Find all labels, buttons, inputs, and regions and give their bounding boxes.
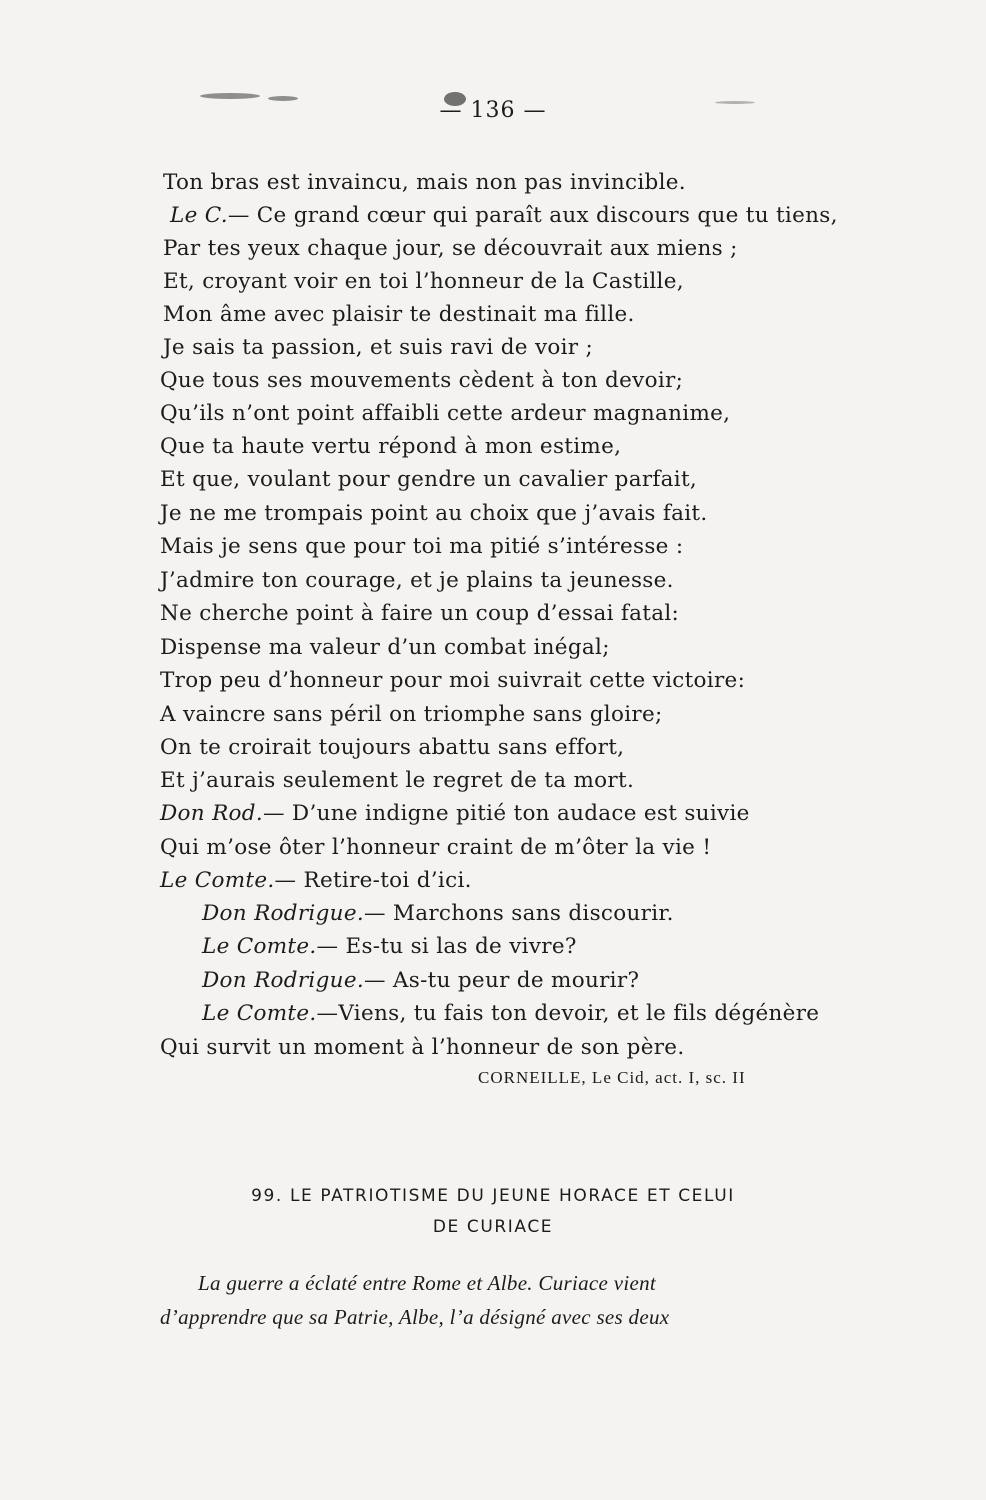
verse-text: J’admire ton courage, et je plains ta jeunesse. <box>160 568 674 593</box>
section-title-line2: DE CURIACE <box>432 1217 554 1237</box>
speaker-name: Le Comte. <box>202 1001 317 1026</box>
verse-line <box>163 166 686 199</box>
verse-line <box>160 430 621 463</box>
verse-line <box>160 364 683 397</box>
verse-text: Qu’ils n’ont point affaibli cette ardeur magnanime, <box>160 401 731 426</box>
verse-line <box>160 831 711 864</box>
verse-line <box>160 397 730 430</box>
speaker-name: Le C. <box>170 203 228 228</box>
speaker-name: Don Rodrigue. <box>202 968 364 993</box>
verse-text: Et, croyant voir en toi l’honneur de la Castille, <box>163 269 684 294</box>
verse-text: Que tous ses mouvements cèdent à ton devoir; <box>160 368 684 393</box>
verse-line <box>163 298 635 331</box>
verse-text: Qui survit un moment à l’honneur de son père. <box>160 1035 685 1060</box>
verse-line <box>202 997 819 1030</box>
verse-line <box>160 698 663 731</box>
speaker-name: Don Rodrigue. <box>202 901 364 926</box>
verse-text: —Viens, tu fais ton devoir, et le fils dégénère <box>316 1001 820 1026</box>
verse-text: — Retire-toi d’ici. <box>274 868 472 893</box>
verse-line <box>160 731 624 764</box>
section-heading <box>0 1186 986 1206</box>
verse-text: Ne cherche point à faire un coup d’essai fatal: <box>160 601 680 626</box>
verse-text: — D’une indigne pitié ton audace est suivie <box>263 801 750 826</box>
speaker-name: Le Comte. <box>202 934 317 959</box>
verse-text: On te croirait toujours abattu sans effort, <box>160 735 625 760</box>
verse-text: — Es-tu si las de vivre? <box>316 934 577 959</box>
verse-text: Mais je sens que pour toi ma pitié s’intéresse : <box>160 534 684 559</box>
verse-text: A vaincre sans péril on triomphe sans gloire; <box>160 702 663 727</box>
verse-line <box>170 199 838 232</box>
verse-text: Trop peu d’honneur pour moi suivrait cette victoire: <box>160 668 746 693</box>
verse-text: Qui m’ose ôter l’honneur craint de m’ôter la vie ! <box>160 835 712 860</box>
verse-line <box>160 797 750 830</box>
verse-line <box>163 331 593 364</box>
verse-text: Et j’aurais seulement le regret de ta mort. <box>160 768 635 793</box>
verse-line <box>163 265 684 298</box>
verse-line <box>160 664 745 697</box>
verse-line <box>160 1031 684 1064</box>
verse-line <box>160 864 472 897</box>
verse-text: — Marchons sans discourir. <box>363 901 674 926</box>
verse-text: Dispense ma valeur d’un combat inégal; <box>160 635 610 660</box>
speaker-name: Le Comte. <box>160 868 275 893</box>
verse-line <box>160 564 674 597</box>
speaker-name: Don Rod. <box>160 801 263 826</box>
verse-line <box>160 631 610 664</box>
page-number: — 136 — <box>439 98 547 123</box>
verse-line <box>160 497 708 530</box>
section-title-line1: LE PATRIOTISME DU JEUNE HORACE ET CELUI <box>289 1186 735 1206</box>
section-number: 99. <box>251 1186 283 1206</box>
verse-text: Par tes yeux chaque jour, se découvrait aux miens ; <box>163 236 738 261</box>
verse-line <box>160 764 634 797</box>
verse-line <box>160 530 683 563</box>
verse-text: Mon âme avec plaisir te destinait ma fille. <box>163 302 635 327</box>
verse-text: Et que, voulant pour gendre un cavalier parfait, <box>160 467 698 492</box>
verse-line <box>202 930 577 963</box>
verse-line <box>160 463 697 496</box>
verse-line <box>202 964 639 997</box>
verse-line <box>202 897 674 930</box>
verse-text: Ton bras est invaincu, mais non pas invincible. <box>163 170 686 195</box>
intro-line: La guerre a éclaté entre Rome et Albe. Curiace vient <box>198 1271 657 1295</box>
verse-text: — As-tu peur de mourir? <box>363 968 640 993</box>
verse-text: Je sais ta passion, et suis ravi de voir ; <box>163 335 594 360</box>
verse-line <box>163 232 738 265</box>
verse-line <box>160 597 679 630</box>
verse-text: — Ce grand cœur qui paraît aux discours que tu tiens, <box>227 203 838 228</box>
source-attribution: CORNEILLE, Le Cid, act. I, sc. II <box>478 1068 746 1087</box>
verse-text: Je ne me trompais point au choix que j’avais fait. <box>160 501 708 526</box>
verse-text: Que ta haute vertu répond à mon estime, <box>160 434 622 459</box>
intro-line: d’apprendre que sa Patrie, Albe, l’a désigné avec ses deux <box>160 1305 670 1329</box>
